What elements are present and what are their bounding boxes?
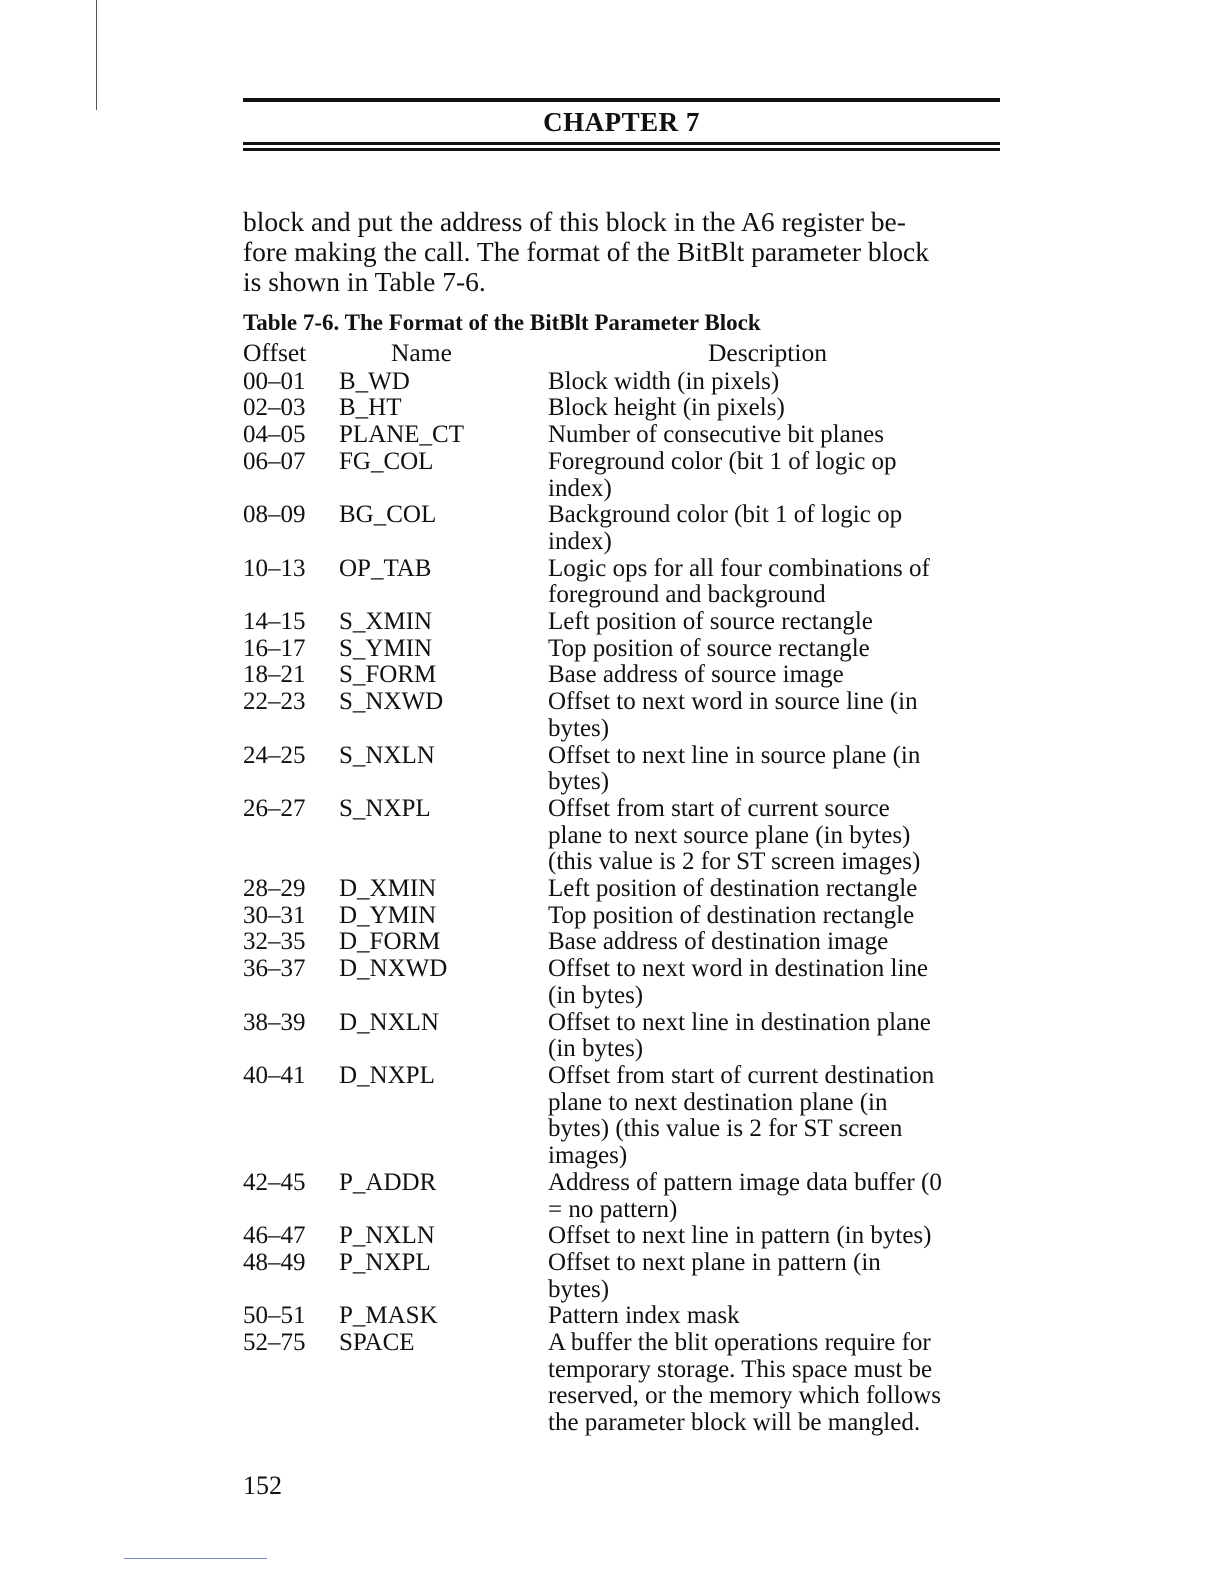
offset-cell: 24–25 [243,741,306,769]
offset-cell: 36–37 [243,955,306,983]
intro-line: block and put the address of this block in the A6 register be- [243,206,906,237]
description-line: Background color (bit 1 of logic op [548,501,903,529]
name-cell: P_NXPL [339,1248,431,1276]
description-line: Foreground color (bit 1 of logic op [548,447,897,475]
description-line: Logic ops for all four combinations of [548,554,930,582]
description-cell [548,422,1003,449]
table-body [243,369,1003,1437]
table-row [243,556,1003,609]
table-row [243,502,1003,555]
description-line: Block height (in pixels) [548,394,785,422]
intro-line: is shown in Table 7-6. [243,266,486,297]
table-row [243,1063,1003,1170]
description-line: Offset from start of current source [548,794,890,822]
description-line: index) [548,474,612,502]
table-row [243,662,1003,689]
table-row [243,929,1003,956]
description-line: the parameter block will be mangled. [548,1409,921,1437]
description-line: Top position of source rectangle [548,634,870,662]
description-cell [548,556,1003,609]
offset-cell: 50–51 [243,1302,306,1330]
column-header-offset: Offset [243,338,307,367]
name-cell: BG_COL [339,501,437,529]
name-cell: S_YMIN [339,634,433,662]
offset-cell: 48–49 [243,1248,306,1276]
table-row [243,903,1003,930]
name-cell: B_WD [339,367,410,395]
offset-cell: 40–41 [243,1061,306,1089]
description-line: A buffer the blit operations require for [548,1329,931,1357]
description-cell [548,903,1003,930]
margin-line [96,0,97,110]
table-row [243,743,1003,796]
description-line: Offset from start of current destination [548,1061,935,1089]
description-line: = no pattern) [548,1195,678,1223]
table-row [243,422,1003,449]
offset-cell: 22–23 [243,688,306,716]
description-line: reserved, or the memory which follows [548,1382,941,1410]
description-line: images) [548,1142,628,1170]
table-row [243,1170,1003,1223]
description-cell [548,796,1003,876]
offset-cell: 28–29 [243,875,306,903]
table-row [243,956,1003,1009]
column-header-description: Description [708,338,827,367]
description-line: Left position of source rectangle [548,608,873,636]
description-cell [548,1063,1003,1170]
bottom-edge-line [124,1558,267,1559]
name-cell: S_NXLN [339,741,435,769]
table-row [243,636,1003,663]
description-line: Offset to next word in destination line [548,955,929,983]
table-caption: Table 7-6. The Format of the BitBlt Parameter Block [243,310,761,335]
offset-cell: 16–17 [243,634,306,662]
description-line: Top position of destination rectangle [548,901,915,929]
description-line: temporary storage. This space must be [548,1355,933,1383]
table-row [243,369,1003,396]
description-cell [548,369,1003,396]
name-cell: OP_TAB [339,554,432,582]
table-row [243,1303,1003,1330]
offset-cell: 26–27 [243,794,306,822]
description-cell [548,502,1003,555]
description-line: plane to next destination plane (in [548,1088,888,1116]
name-cell: SPACE [339,1329,415,1357]
table-row [243,796,1003,876]
column-header-name: Name [391,338,452,367]
description-cell [548,929,1003,956]
description-line: Address of pattern image data buffer (0 [548,1168,942,1196]
description-line: bytes) [548,714,610,742]
header-bottom-rule [243,148,1000,151]
table-row [243,395,1003,422]
description-line: Offset to next word in source line (in [548,688,918,716]
offset-cell: 02–03 [243,394,306,422]
chapter-header [243,98,1000,154]
description-line: bytes) [548,768,610,796]
description-line: (in bytes) [548,1035,644,1063]
description-line: Left position of destination rectangle [548,875,918,903]
name-cell: P_MASK [339,1302,438,1330]
name-cell: S_XMIN [339,608,433,636]
description-line: bytes) (this value is 2 for ST screen [548,1115,903,1143]
name-cell: FG_COL [339,447,434,475]
header-bottom-rule [243,142,1000,145]
chapter-title: CHAPTER 7 [543,107,700,137]
description-line: Base address of destination image [548,928,889,956]
name-cell: B_HT [339,394,402,422]
intro-line: fore making the call. The format of the BitBlt parameter block [243,236,929,267]
offset-cell: 42–45 [243,1168,306,1196]
offset-cell: 46–47 [243,1222,306,1250]
description-line: index) [548,527,612,555]
table-row [243,1010,1003,1063]
name-cell: S_NXWD [339,688,444,716]
description-cell [548,1250,1003,1303]
table-row [243,1223,1003,1250]
parameter-table [243,340,1003,1437]
table-row [243,876,1003,903]
description-line: bytes) [548,1275,610,1303]
description-line: Offset to next line in source plane (in [548,741,921,769]
description-line: (this value is 2 for ST screen images) [548,848,921,876]
description-cell [548,689,1003,742]
description-cell [548,1170,1003,1223]
table-header-row [243,340,1003,367]
description-cell [548,1223,1003,1250]
description-line: Number of consecutive bit planes [548,421,885,449]
intro-paragraph [243,207,1003,297]
name-cell: P_NXLN [339,1222,435,1250]
table-row [243,1250,1003,1303]
description-line: Offset to next line in pattern (in bytes) [548,1222,932,1250]
description-cell [548,636,1003,663]
description-line: (in bytes) [548,981,644,1009]
table-row [243,1330,1003,1437]
description-cell [548,449,1003,502]
description-line: Block width (in pixels) [548,367,780,395]
name-cell: D_NXLN [339,1008,439,1036]
description-cell [548,395,1003,422]
offset-cell: 32–35 [243,928,306,956]
offset-cell: 06–07 [243,447,306,475]
offset-cell: 10–13 [243,554,306,582]
offset-cell: 00–01 [243,367,306,395]
description-cell [548,956,1003,1009]
table-row [243,689,1003,742]
description-cell [548,876,1003,903]
description-cell [548,662,1003,689]
description-line: Pattern index mask [548,1302,740,1330]
offset-cell: 04–05 [243,421,306,449]
offset-cell: 38–39 [243,1008,306,1036]
offset-cell: 30–31 [243,901,306,929]
name-cell: D_NXPL [339,1061,435,1089]
name-cell: D_NXWD [339,955,448,983]
description-cell [548,1303,1003,1330]
table-row [243,609,1003,636]
offset-cell: 08–09 [243,501,306,529]
name-cell: S_FORM [339,661,437,689]
name-cell: PLANE_CT [339,421,464,449]
description-cell [548,609,1003,636]
table-row [243,449,1003,502]
offset-cell: 14–15 [243,608,306,636]
name-cell: D_XMIN [339,875,437,903]
description-cell [548,743,1003,796]
description-line: Base address of source image [548,661,844,689]
description-line: foreground and background [548,581,826,609]
name-cell: P_ADDR [339,1168,437,1196]
offset-cell: 18–21 [243,661,306,689]
name-cell: D_YMIN [339,901,437,929]
name-cell: D_FORM [339,928,441,956]
offset-cell: 52–75 [243,1329,306,1357]
description-line: Offset to next line in destination plane [548,1008,931,1036]
description-line: plane to next source plane (in bytes) [548,821,911,849]
description-cell [548,1330,1003,1437]
description-cell [548,1010,1003,1063]
description-line: Offset to next plane in pattern (in [548,1248,881,1276]
name-cell: S_NXPL [339,794,431,822]
page-number: 152 [243,1471,282,1500]
